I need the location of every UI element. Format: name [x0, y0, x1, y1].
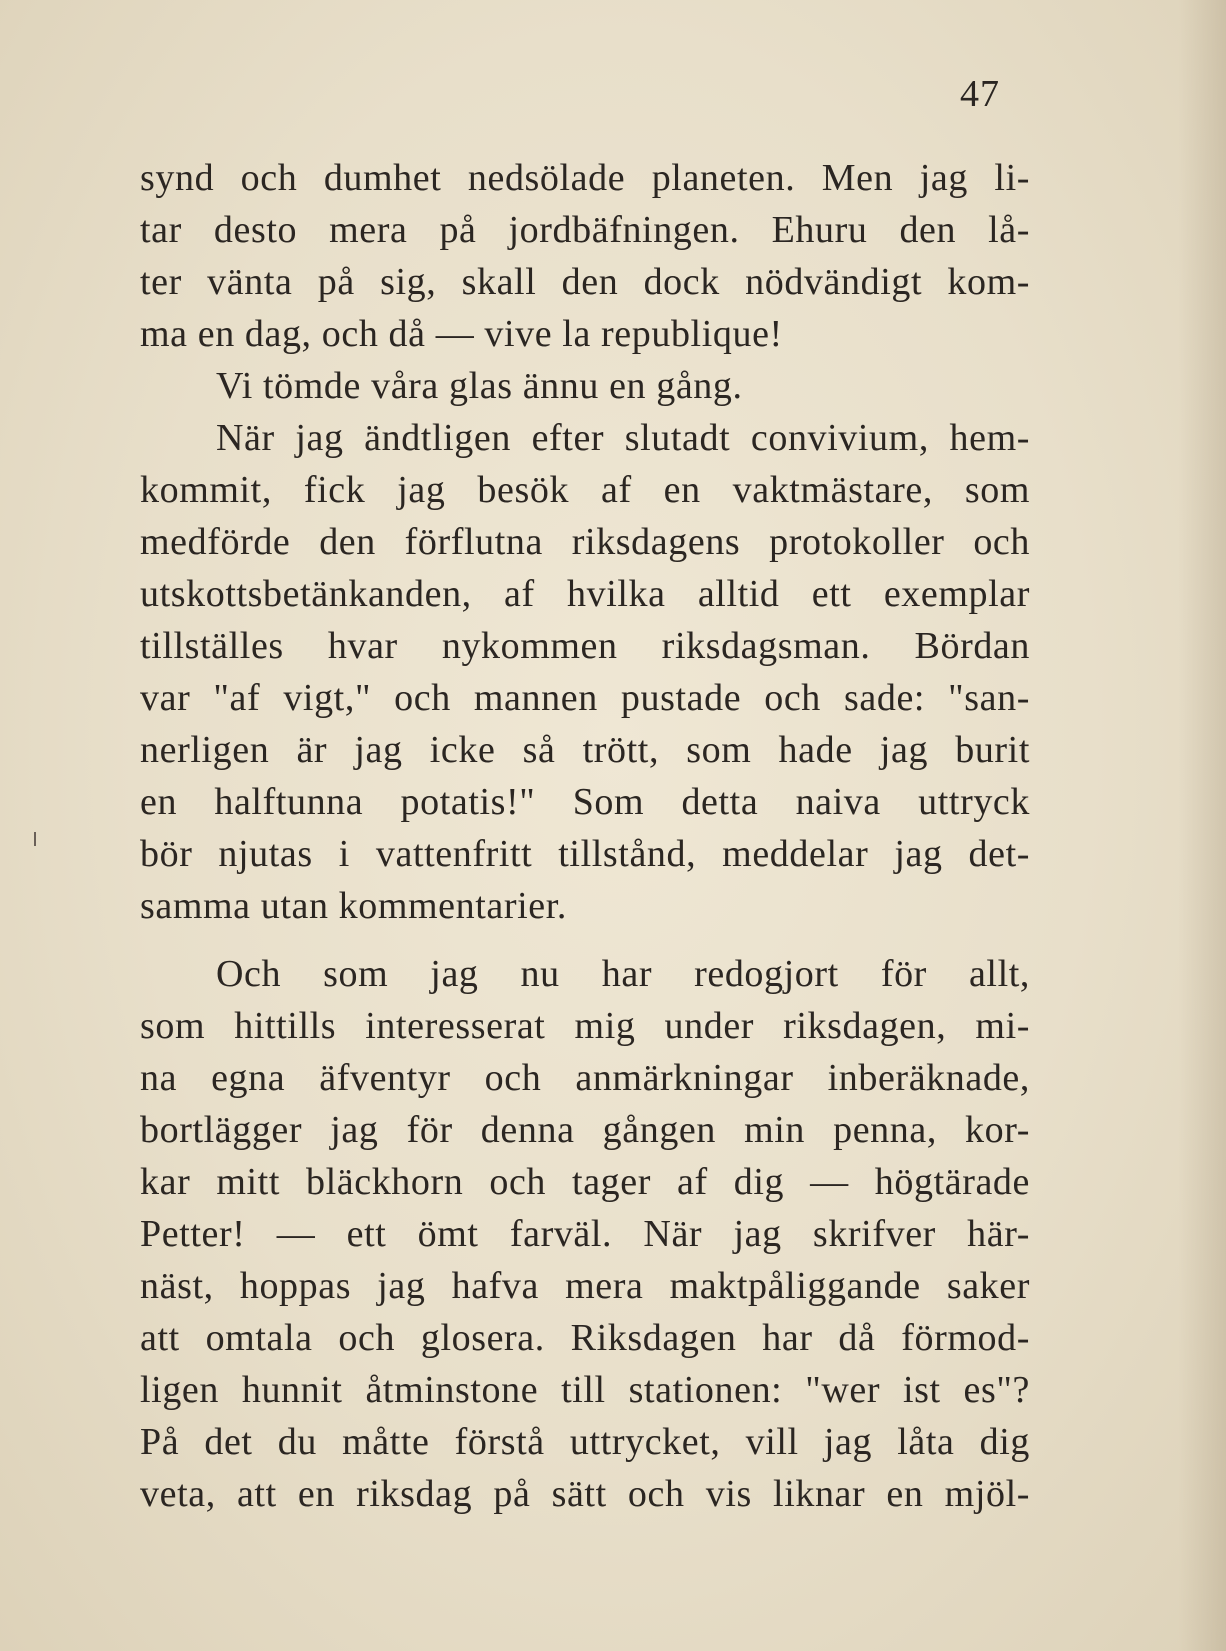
text-line: bortlägger jag för denna gången min penna, kor-: [140, 1109, 1030, 1151]
text-line: ter vänta på sig, skall den dock nödvändigt kom-: [140, 261, 1030, 303]
text-line: kommit, fick jag besök af en vaktmästare, som: [140, 469, 1030, 511]
text-line: ma en dag, och då — vive la republique!: [140, 313, 783, 355]
text-line: nerligen är jag icke så trött, som hade jag burit: [140, 729, 1030, 771]
text-line: På det du måtte förstå uttrycket, vill jag låta dig: [140, 1421, 1030, 1463]
text-line: var "af vigt," och mannen pustade och sade: "san-: [140, 677, 1030, 719]
text-line: näst, hoppas jag hafva mera maktpåliggande saker: [140, 1265, 1030, 1307]
text-line: bör njutas i vattenfritt tillstånd, meddelar jag det-: [140, 833, 1030, 875]
text-line: När jag ändtligen efter slutadt convivium, hem-: [216, 417, 1030, 459]
text-line: medförde den förflutna riksdagens protokoller och: [140, 521, 1030, 563]
text-line: veta, att en riksdag på sätt och vis liknar en mjöl-: [140, 1473, 1030, 1515]
text-line: tar desto mera på jordbäfningen. Ehuru den lå-: [140, 209, 1030, 251]
text-line: utskottsbetänkanden, af hvilka alltid ett exemplar: [140, 573, 1030, 615]
text-line: som hittills interesserat mig under riksdagen, mi-: [140, 1005, 1030, 1047]
text-line: att omtala och glosera. Riksdagen har då förmod-: [140, 1317, 1030, 1359]
margin-mark: [34, 832, 36, 846]
text-line: Petter! — ett ömt farväl. När jag skrifver här-: [140, 1213, 1030, 1255]
page-number: 47: [960, 73, 1000, 115]
text-line: ligen hunnit åtminstone till stationen: "wer ist es"?: [140, 1369, 1030, 1411]
text-line: Vi tömde våra glas ännu en gång.: [216, 365, 743, 407]
text-line: tillställes hvar nykommen riksdagsman. Bördan: [140, 625, 1030, 667]
text-line: kar mitt bläckhorn och tager af dig — högtärade: [140, 1161, 1030, 1203]
text-line: na egna äfventyr och anmärkningar inberäknade,: [140, 1057, 1030, 1099]
text-line: samma utan kommentarier.: [140, 885, 568, 927]
text-line: Och som jag nu har redogjort för allt,: [216, 953, 1030, 995]
page-edge-shadow: [1178, 0, 1226, 1651]
text-line: synd och dumhet nedsölade planeten. Men jag li-: [140, 157, 1030, 199]
text-line: en halftunna potatis!" Som detta naiva uttryck: [140, 781, 1030, 823]
